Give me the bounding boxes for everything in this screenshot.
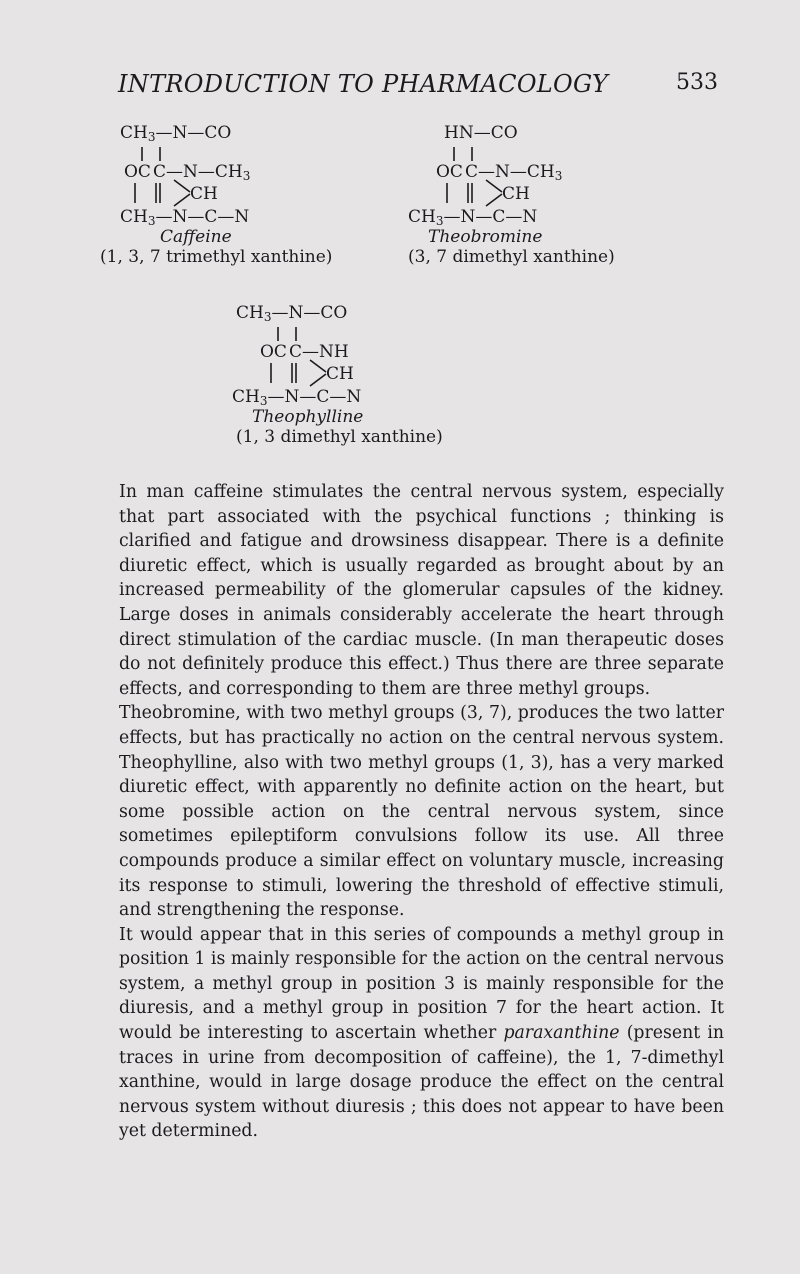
theobromine-formula	[408, 123, 722, 300]
caffeine-caption: (1, 3, 7 trimethyl xanthine)	[100, 247, 333, 267]
page-number: 533	[676, 70, 718, 95]
caffeine-ch: CH	[190, 184, 218, 204]
running-header	[118, 70, 718, 106]
caffeine-row-3: $CH_3—N—C—N$	[120, 207, 250, 228]
theobromine-caption: (3, 7 dimethyl xanthine)	[408, 247, 615, 267]
theobromine-name: Theobromine	[428, 227, 543, 247]
paraxanthine-term: paraxanthine	[503, 1023, 620, 1044]
paragraph-methyl-positions: It would appear that in this series of compounds a methyl group in position 1 is mainly responsible for the action on the central nervous system, a methyl group in position 3 is mainly responsible for the diuresis, and a methyl group in position 7 for the heart action. It would be interesting to ascertain whether paraxanthine (present in traces in urine from decomposition of caffeine), the 1, 7-dimethyl xanthine, would in large dosage produce the effect on the central nervous system without diuresis ; this does not appear to have been yet determined.	[119, 924, 724, 1142]
caffeine-row-1: $CH_3—N—CO$	[120, 123, 232, 144]
theobromine-c-n-ch3: $C—N—CH_3$	[465, 162, 563, 183]
theobromine-row-3: $CH_3—N—C—N$	[408, 207, 538, 228]
caffeine-oc: OC	[124, 162, 151, 182]
caffeine-c-n-ch3: $C—N—CH_3$	[153, 162, 251, 183]
header-title: INTRODUCTION TO PHARMACOLOGY	[118, 70, 609, 98]
theobromine-oc: OC	[436, 162, 463, 182]
theophylline-row-1: $CH_3—N—CO$	[236, 303, 348, 324]
theophylline-caption: (1, 3 dimethyl xanthine)	[236, 427, 443, 447]
paragraph-theobromine-theophylline: Theobromine, with two methyl groups (3, 7), produces the two latter effects, but has practically no action on the central nervous system. Theophylline, also with two methyl groups (1, 3), has a very marked diuretic effect, with apparently no definite action on the heart, but some possible action on the central nervous system, since sometimes epileptiform convulsions follow its use. All three compounds produce a similar effect on voluntary muscle, increasing its response to stimuli, lowering the threshold of effective stimuli, and strengthening the response.	[119, 703, 724, 921]
theophylline-name: Theophylline	[252, 407, 364, 427]
theophylline-oc: OC	[260, 342, 287, 362]
caffeine-formula	[100, 123, 380, 300]
theobromine-row-1: HN—CO	[444, 123, 518, 143]
paragraph-caffeine-effects: In man caffeine stimulates the central nervous system, especially that part associated with the psychical functions ; thinking is clarified and fatigue and drowsiness disappear. There is a definite diuretic effect, which is usually regarded as brought about by an increased permeability of the glomerular capsules of the kidney. Large doses in animals considerably accelerate the heart through direct stimulation of the cardiac muscle. (In man therapeutic doses do not definitely produce this effect.) Thus there are three separate effects, and corresponding to them are three methyl groups.	[119, 482, 724, 699]
theophylline-c-nh: C—NH	[289, 342, 349, 362]
theophylline-ch: CH	[326, 364, 354, 384]
caffeine-name: Caffeine	[160, 227, 232, 247]
theobromine-ch: CH	[502, 184, 530, 204]
body-text	[119, 480, 724, 1144]
theophylline-row-3: $CH_3—N—C—N$	[232, 387, 362, 408]
theophylline-formula	[232, 303, 516, 480]
